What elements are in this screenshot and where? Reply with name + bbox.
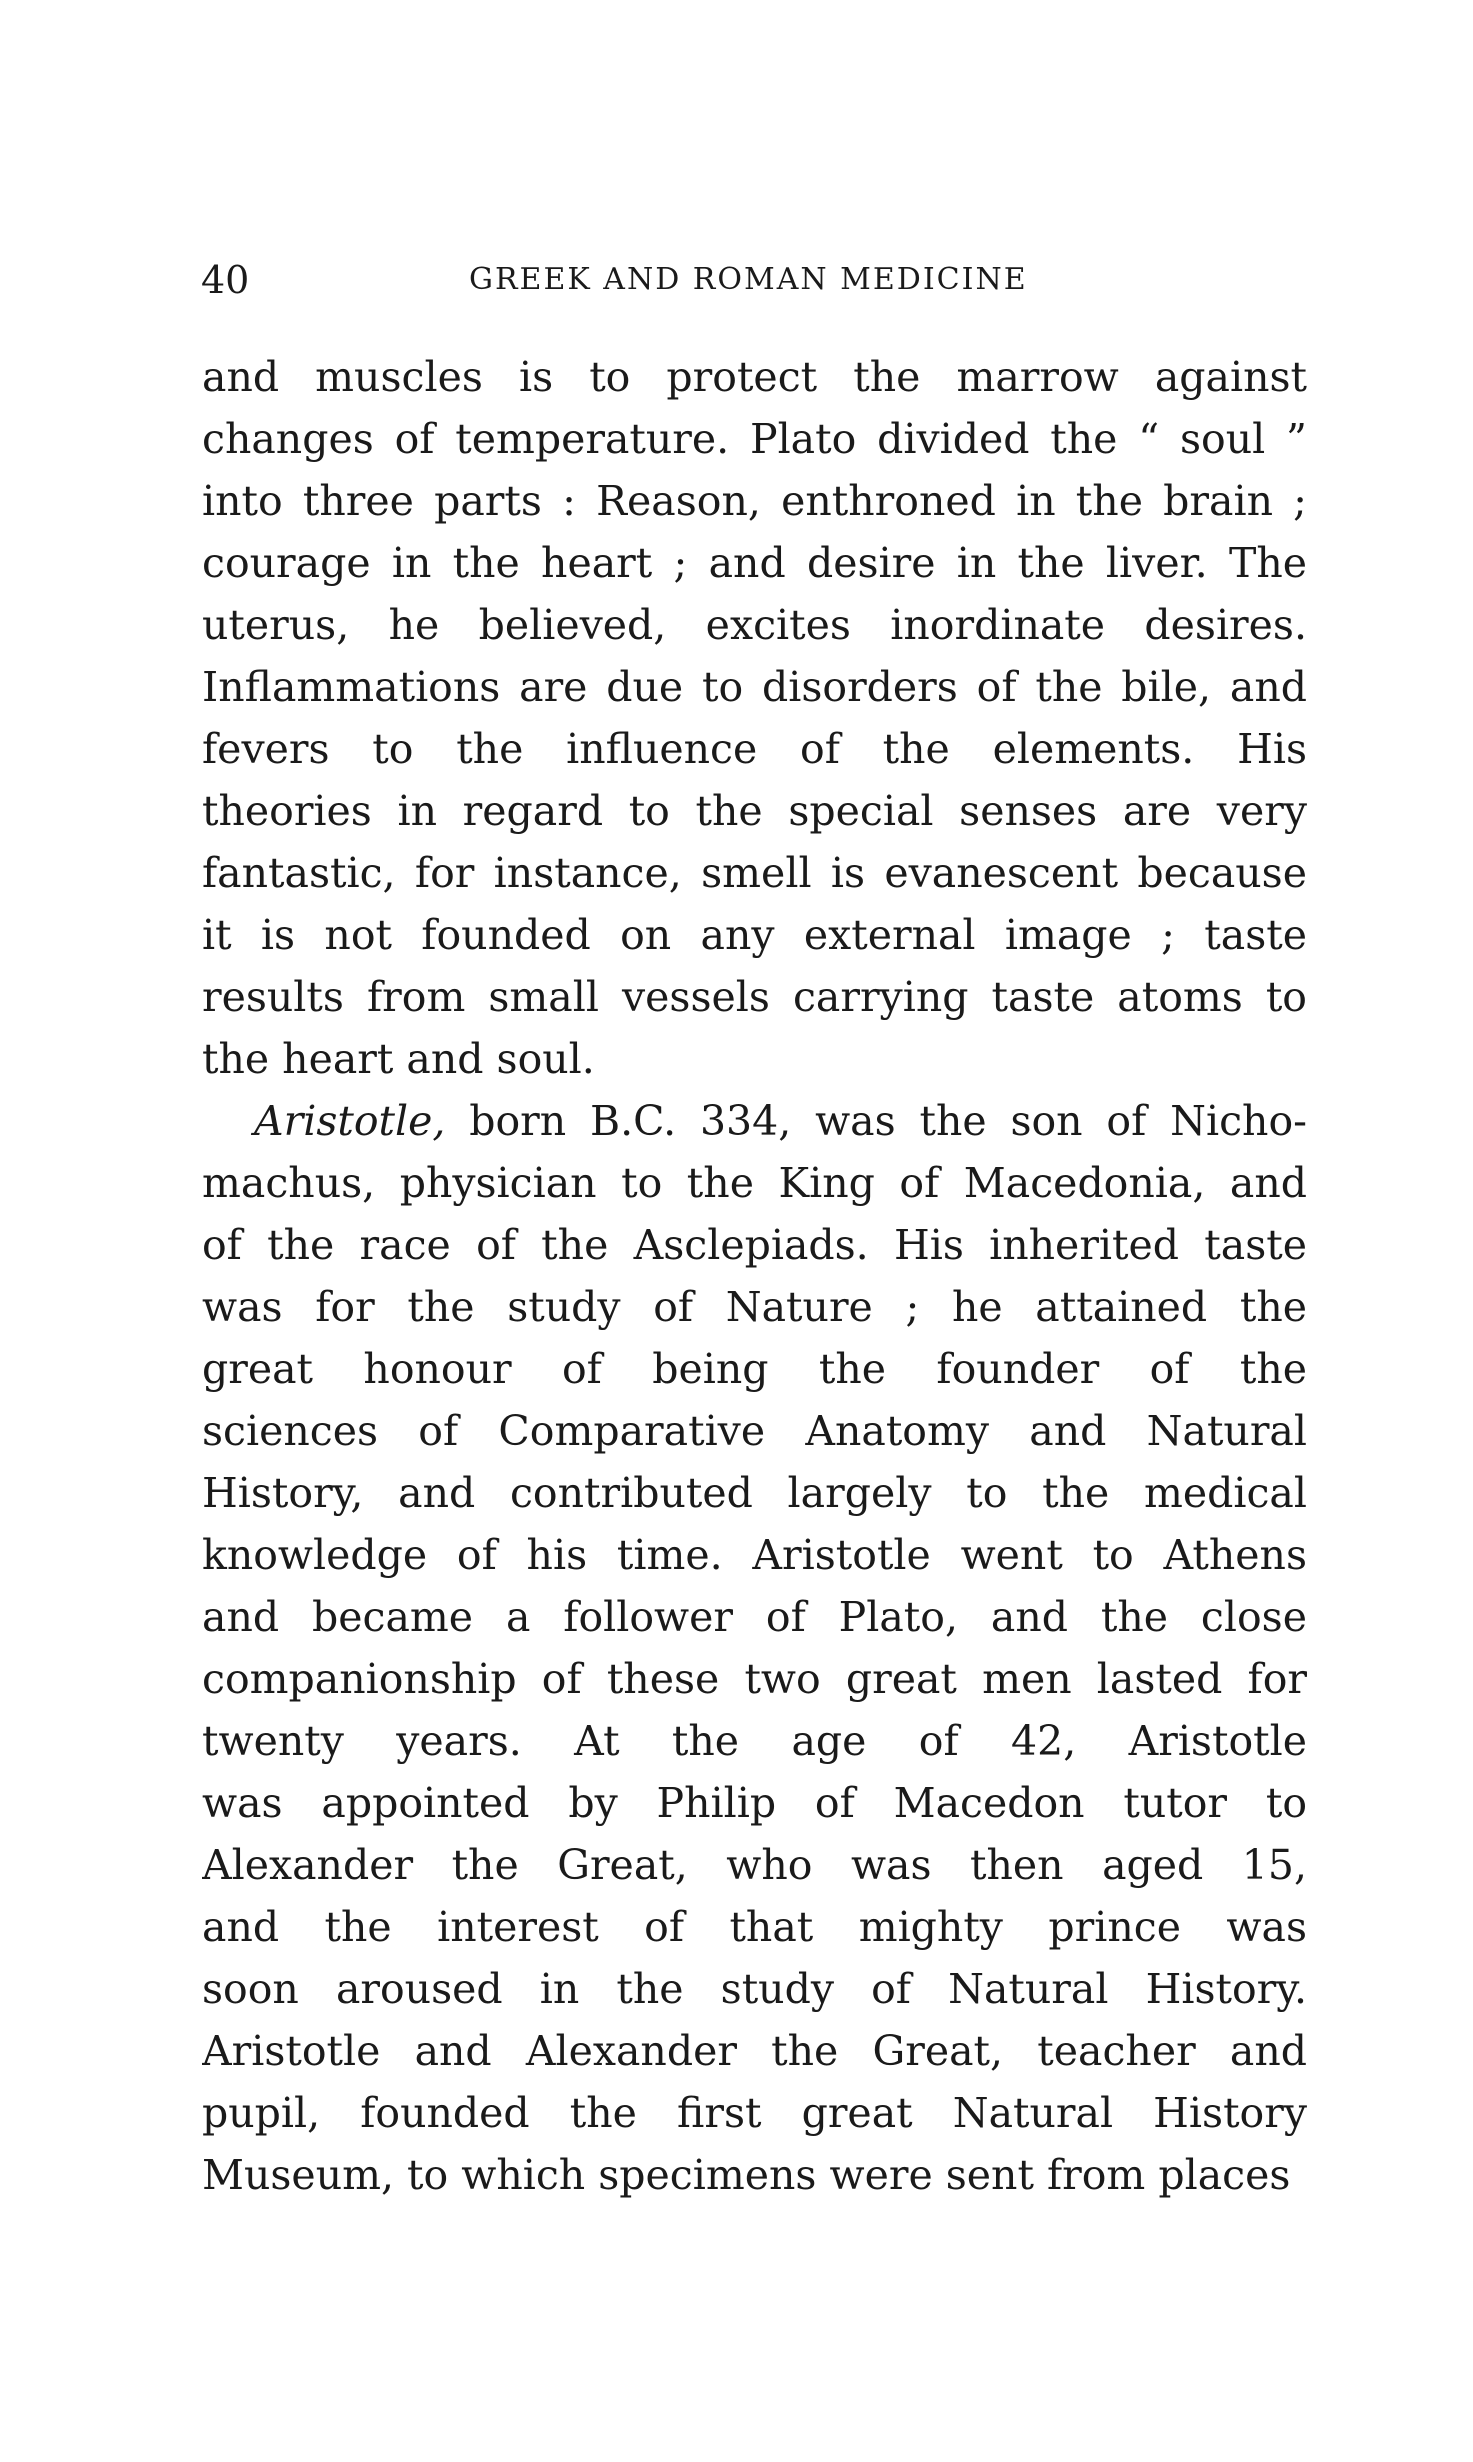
running-title: GREEK AND ROMAN MEDICINE <box>469 262 1028 297</box>
text-line: machus, physician to the King of Macedonia, and <box>202 1159 1307 1207</box>
text-fragment: 334, was the son of Nicho- <box>676 1097 1307 1145</box>
text-line: and muscles is to protect the marrow against <box>202 353 1307 401</box>
text-line: of the race of the Asclepiads. His inherited taste <box>202 1221 1307 1269</box>
text-line: changes of temperature. Plato divided the “ soul ” <box>202 415 1307 463</box>
text-line: into three parts : Reason, enthroned in the brain ; <box>202 477 1307 525</box>
page-number: 40 <box>201 258 250 302</box>
text-line: Inflammations are due to disorders of the bile, and <box>202 663 1307 711</box>
text-line: Alexander the Great, who was then aged 15, <box>202 1841 1307 1889</box>
text-line: it is not founded on any external image ; taste <box>202 911 1307 959</box>
text-fragment: born <box>445 1097 591 1145</box>
text-line: was for the study of Nature ; he attained the <box>202 1283 1307 1331</box>
text-line: Aristotle and Alexander the Great, teacher and <box>202 2027 1307 2075</box>
page-header <box>201 250 1301 310</box>
text-line: and became a follower of Plato, and the close <box>202 1593 1307 1641</box>
text-line: was appointed by Philip of Macedon tutor to <box>202 1779 1307 1827</box>
text-line: Museum, to which specimens were sent from places <box>202 2151 1291 2199</box>
person-name: Aristotle, <box>254 1097 446 1145</box>
text-line: results from small vessels carrying taste atoms to <box>202 973 1307 1021</box>
body-text <box>202 346 1307 2206</box>
text-line: pupil, founded the first great Natural History <box>202 2089 1307 2137</box>
text-line: sciences of Comparative Anatomy and Natural <box>202 1407 1307 1455</box>
text-line: uterus, he believed, excites inordinate desires. <box>202 601 1307 649</box>
era-abbreviation: B.C. <box>590 1097 677 1145</box>
text-line: and the interest of that mighty prince was <box>202 1903 1307 1951</box>
text-line: courage in the heart ; and desire in the liver. The <box>202 539 1307 587</box>
text-line: great honour of being the founder of the <box>202 1345 1307 1393</box>
text-line: knowledge of his time. Aristotle went to Athens <box>202 1531 1307 1579</box>
text-line: theories in regard to the special senses are very <box>202 787 1307 835</box>
text-line: companionship of these two great men lasted for <box>202 1655 1307 1703</box>
text-line: fantastic, for instance, smell is evanescent because <box>202 849 1307 897</box>
text-line: fevers to the influence of the elements. His <box>202 725 1307 773</box>
text-line: History, and contributed largely to the medical <box>202 1469 1307 1517</box>
paragraph-first-line <box>202 1090 1307 1152</box>
text-line: soon aroused in the study of Natural History. <box>202 1965 1307 2013</box>
text-line: the heart and soul. <box>202 1035 595 1083</box>
text-line: twenty years. At the age of 42, Aristotle <box>202 1717 1307 1765</box>
